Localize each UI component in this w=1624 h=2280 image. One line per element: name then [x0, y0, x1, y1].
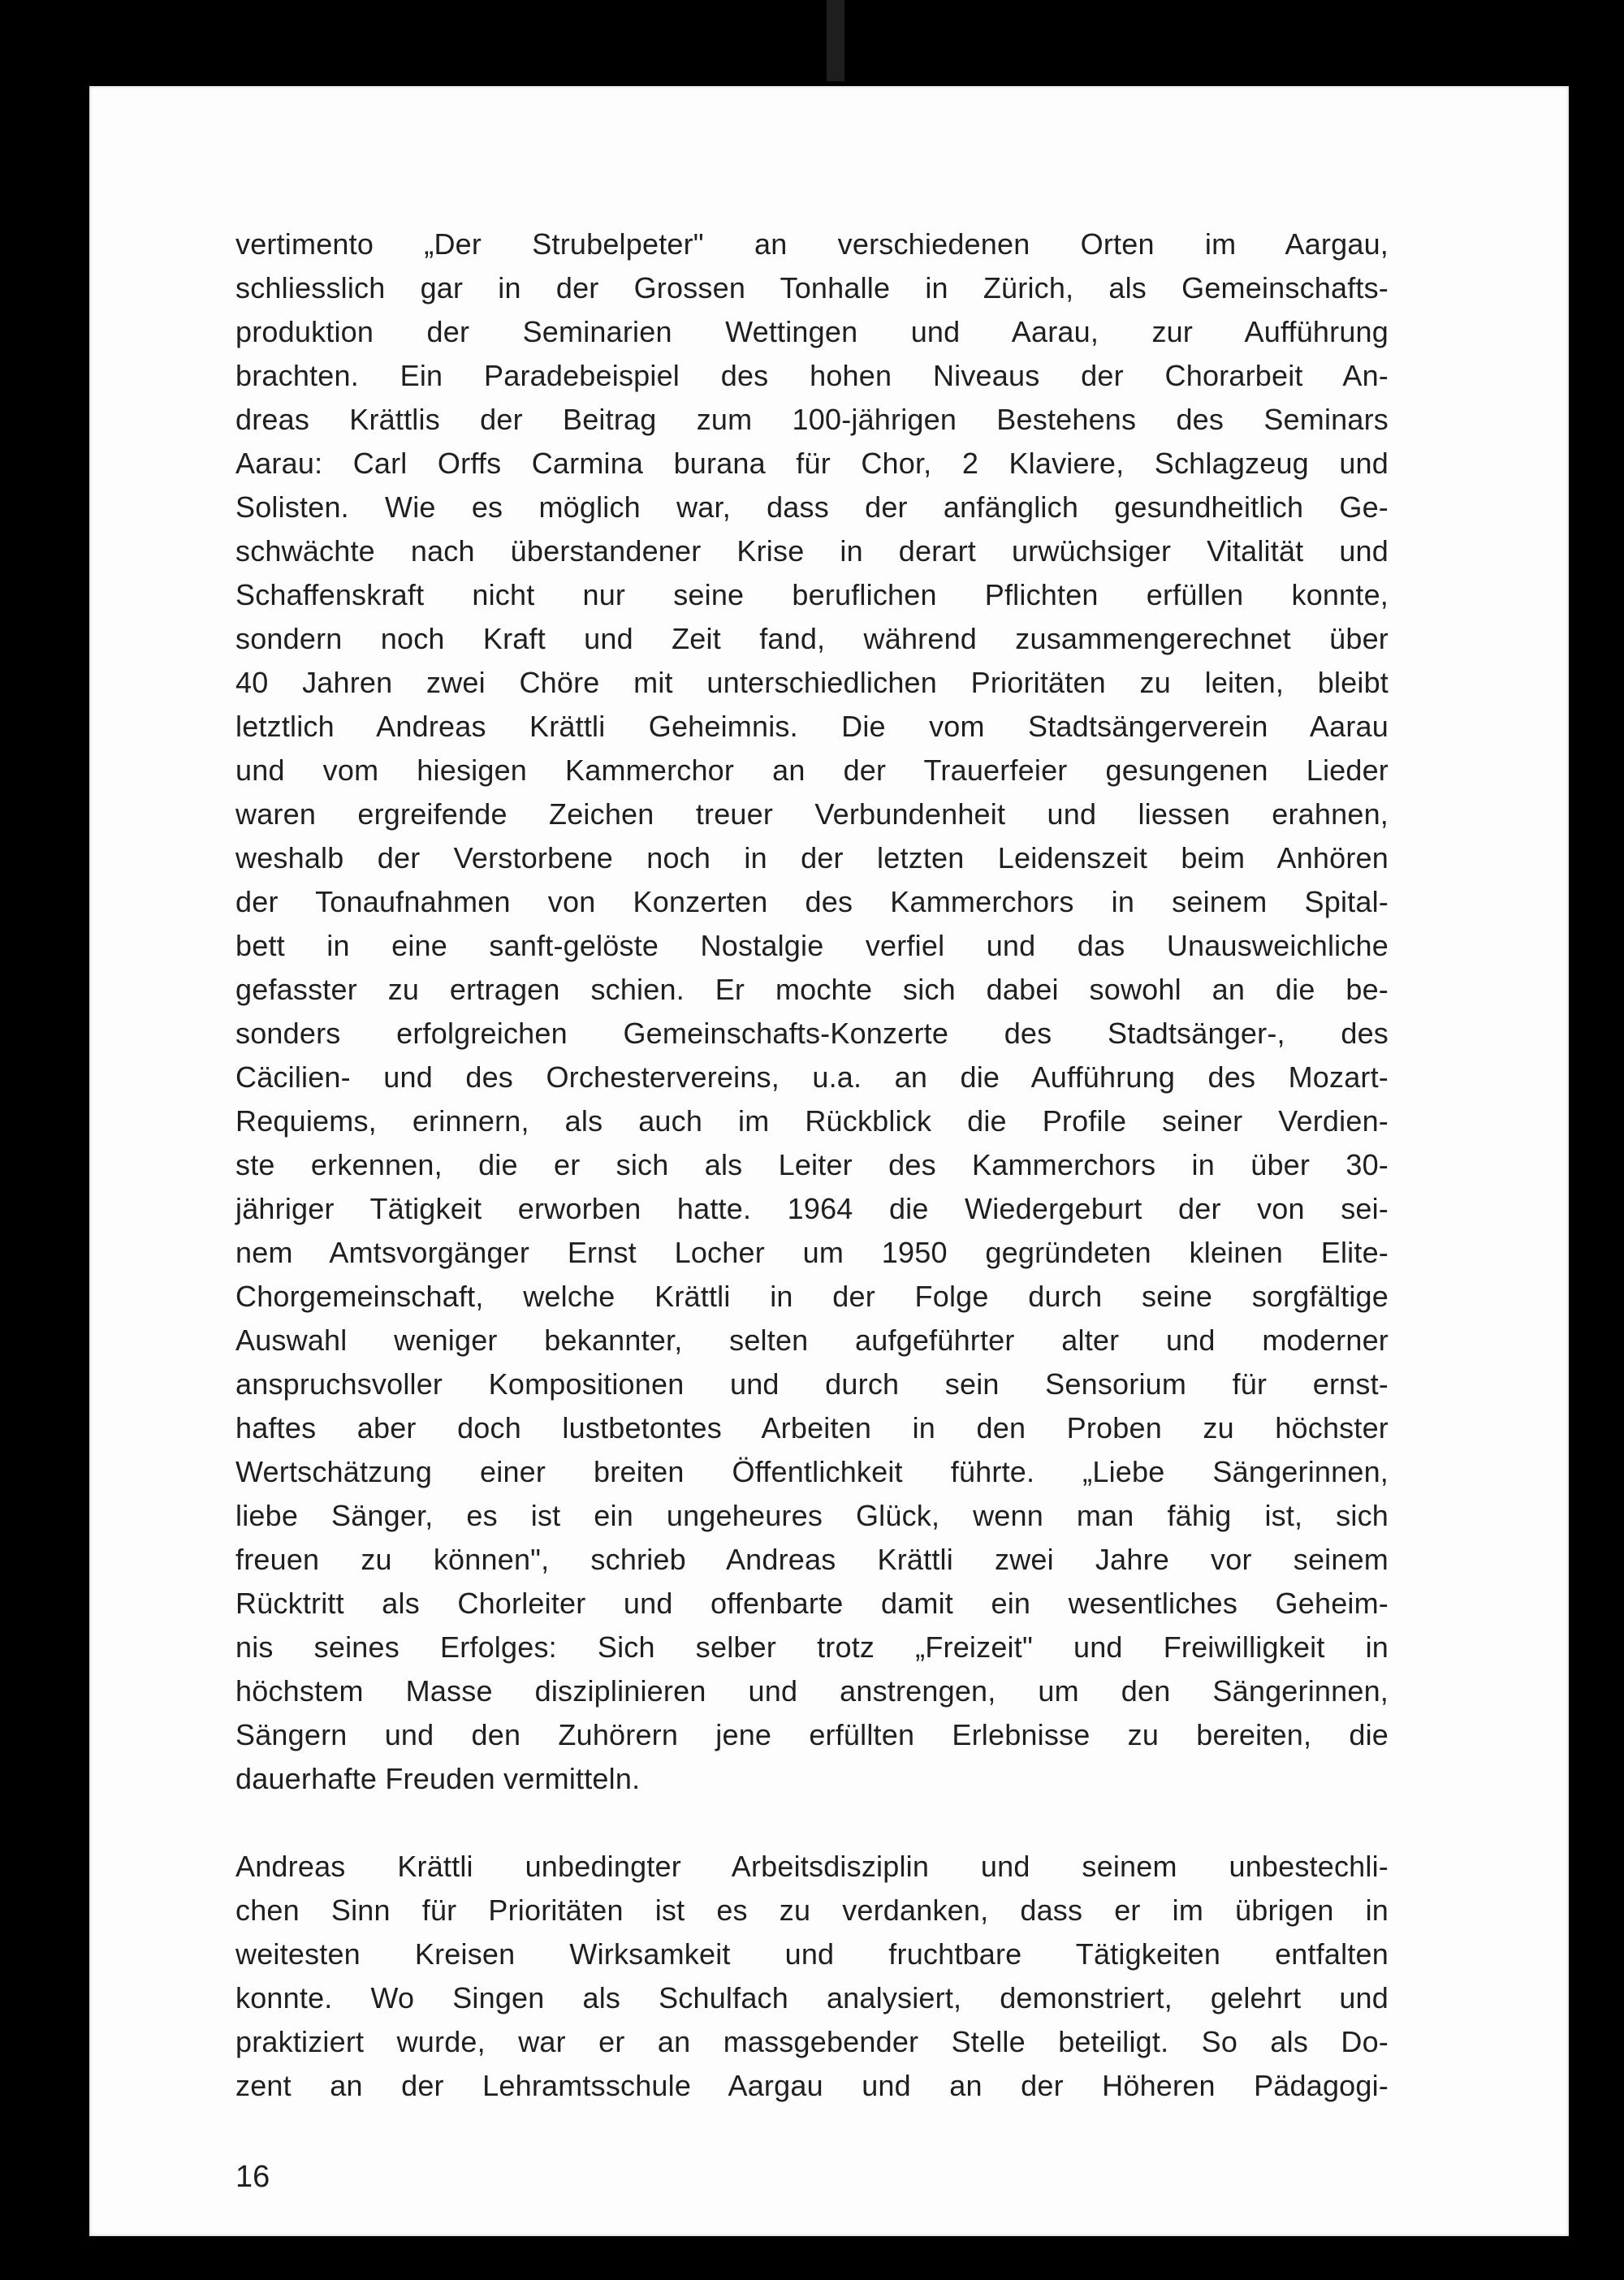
text-line: Andreas Krättli unbedingter Arbeitsdisziplin und seinem unbestechli- — [235, 1850, 1389, 1883]
text-line: liebe Sänger, es ist ein ungeheures Glück, wenn man fähig ist, sich — [235, 1499, 1389, 1532]
text-line: gefasster zu ertragen schien. Er mochte sich dabei sowohl an die be- — [235, 973, 1389, 1006]
paragraph — [235, 222, 1389, 1801]
book-page — [89, 86, 1569, 2236]
text-line: zent an der Lehramtsschule Aargau und an der Höheren Pädagogi- — [235, 2069, 1389, 2102]
text-line: bett in eine sanft-gelöste Nostalgie verfiel und das Unausweichliche — [235, 929, 1389, 962]
text-line: und vom hiesigen Kammerchor an der Trauerfeier gesungenen Lieder — [235, 754, 1389, 787]
text-line: haftes aber doch lustbetontes Arbeiten in den Proben zu höchster — [235, 1411, 1389, 1444]
text-line: Aarau: Carl Orffs Carmina burana für Chor, 2 Klaviere, Schlagzeug und — [235, 447, 1389, 480]
text-line: weshalb der Verstorbene noch in der letzten Leidenszeit beim Anhören — [235, 841, 1389, 874]
scan-artifact — [827, 0, 844, 81]
text-line: der Tonaufnahmen von Konzerten des Kammerchors in seinem Spital- — [235, 885, 1389, 918]
text-line: letztlich Andreas Krättli Geheimnis. Die vom Stadtsängerverein Aarau — [235, 710, 1389, 743]
text-line: produktion der Seminarien Wettingen und Aarau, zur Aufführung — [235, 315, 1389, 348]
text-line: anspruchsvoller Kompositionen und durch sein Sensorium für ernst- — [235, 1367, 1389, 1401]
text-line: dauerhafte Freuden vermitteln. — [235, 1762, 641, 1795]
text-line: Rücktritt als Chorleiter und offenbarte damit ein wesentliches Geheim- — [235, 1587, 1389, 1620]
text-line: nis seines Erfolges: Sich selber trotz „Freizeit" und Freiwilligkeit in — [235, 1630, 1389, 1664]
text-line: schliesslich gar in der Grossen Tonhalle in Zürich, als Gemeinschafts- — [235, 271, 1389, 304]
text-line: Auswahl weniger bekannter, selten aufgeführter alter und moderner — [235, 1324, 1389, 1357]
paragraph — [235, 1845, 1389, 2108]
text-line: Wertschätzung einer breiten Öffentlichkeit führte. „Liebe Sängerinnen, — [235, 1455, 1389, 1488]
text-line: höchstem Masse disziplinieren und anstrengen, um den Sängerinnen, — [235, 1674, 1389, 1708]
text-line: schwächte nach überstandener Krise in derart urwüchsiger Vitalität und — [235, 534, 1389, 568]
text-line: Schaffenskraft nicht nur seine beruflichen Pflichten erfüllen konnte, — [235, 578, 1389, 611]
text-line: 40 Jahren zwei Chöre mit unterschiedlichen Prioritäten zu leiten, bleibt — [235, 666, 1389, 699]
text-line: Chorgemeinschaft, welche Krättli in der Folge durch seine sorgfältige — [235, 1280, 1389, 1313]
text-line: jähriger Tätigkeit erworben hatte. 1964 die Wiedergeburt der von sei- — [235, 1192, 1389, 1225]
text-line: Cäcilien- und des Orchestervereins, u.a. an die Aufführung des Mozart- — [235, 1060, 1389, 1094]
text-line: Requiems, erinnern, als auch im Rückblick die Profile seiner Verdien- — [235, 1104, 1389, 1138]
text-line: weitesten Kreisen Wirksamkeit und fruchtbare Tätigkeiten entfalten — [235, 1937, 1389, 1971]
text-line: Solisten. Wie es möglich war, dass der anfänglich gesundheitlich Ge- — [235, 490, 1389, 524]
text-line: Sängern und den Zuhörern jene erfüllten Erlebnisse zu bereiten, die — [235, 1718, 1389, 1751]
text-line: praktiziert wurde, war er an massgebender Stelle beteiligt. So als Do- — [235, 2025, 1389, 2058]
text-line: ste erkennen, die er sich als Leiter des Kammerchors in über 30- — [235, 1148, 1389, 1181]
text-line: sonders erfolgreichen Gemeinschafts-Konzerte des Stadtsänger-, des — [235, 1017, 1389, 1050]
text-line: vertimento „Der Strubelpeter" an verschiedenen Orten im Aargau, — [235, 227, 1389, 261]
text-line: freuen zu können", schrieb Andreas Krättli zwei Jahre vor seinem — [235, 1543, 1389, 1576]
text-block — [235, 222, 1389, 2152]
text-line: konnte. Wo Singen als Schulfach analysiert, demonstriert, gelehrt und — [235, 1981, 1389, 2014]
text-line: waren ergreifende Zeichen treuer Verbundenheit und liessen erahnen, — [235, 797, 1389, 831]
text-line: nem Amtsvorgänger Ernst Locher um 1950 gegründeten kleinen Elite- — [235, 1236, 1389, 1269]
text-line: sondern noch Kraft und Zeit fand, während zusammengerechnet über — [235, 622, 1389, 655]
page-number: 16 — [235, 2160, 270, 2194]
text-line: dreas Krättlis der Beitrag zum 100-jährigen Bestehens des Seminars — [235, 403, 1389, 436]
text-line: brachten. Ein Paradebeispiel des hohen Niveaus der Chorarbeit An- — [235, 359, 1389, 392]
text-line: chen Sinn für Prioritäten ist es zu verdanken, dass er im übrigen in — [235, 1894, 1389, 1927]
